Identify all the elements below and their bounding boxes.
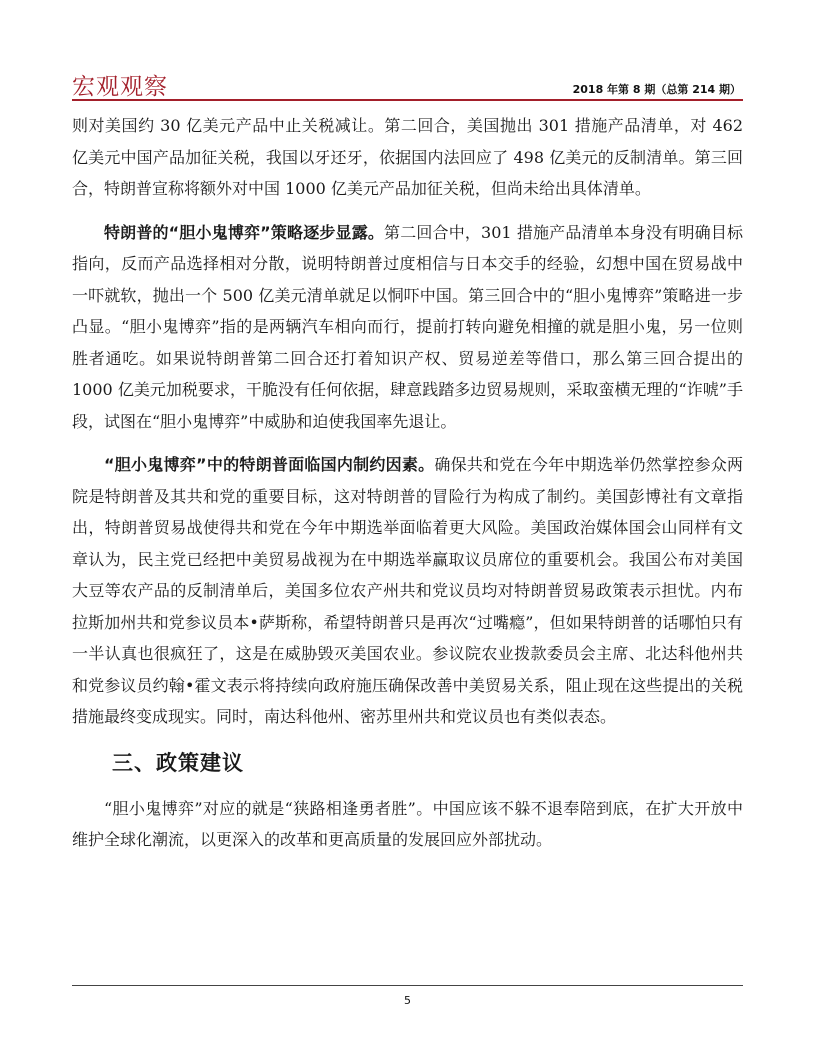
paragraph-policy-recommendation: “胆小鬼博弈”对应的就是“狭路相逢勇者胜”。中国应该不躲不退奉陪到底，在扩大开放中维护全球化潮流，以更深入的改革和更高质量的发展回应外部扰动。 xyxy=(72,798,743,849)
page-number: 5 xyxy=(404,994,411,1007)
page-body xyxy=(72,110,743,868)
paragraph-domestic-constraints xyxy=(72,449,743,733)
paragraph-text-constraints: 确保共和党在今年中期选举仍然掌控参众两院是特朗普及其共和党的重要目标，这对特朗普的冒险行为构成了制约。美国彭博社有文章指出，特朗普贸易战使得共和党在今年中期选举面临着更大风险。美国政治媒体国会山同样有文章认为，民主党已经把中美贸易战视为在中期选举赢取议员席位的重要机会。我国公布对美国大豆等农产品的反制清单后，美国多位农产州共和党议员均对特朗普贸易政策表示担忧。内布拉斯加州共和党参议员本•萨斯称，希望特朗普只是再次“过嘴瘾”，但如果特朗普的话哪怕只有一半认真也很疯狂了，这是在威胁毁灭美国农业。参议院农业拨款委员会主席、北达科他州共和党参议员约翰•霍文表示将持续向政府施压确保改善中美贸易关系，阻止现在这些提出的关税措施最终变成现实。同时，南达科他州、密苏里州共和党议员也有类似表态。 xyxy=(72,455,743,726)
issue-number: 2018 年第 8 期（总第 214 期） xyxy=(572,83,741,96)
publication-title: 宏观观察 xyxy=(72,74,168,100)
section-heading-policy-recommendations: 三、政策建议 xyxy=(112,750,244,775)
paragraph-lead-constraints: “胆小鬼博弈”中的特朗普面临国内制约因素。 xyxy=(104,455,435,474)
paragraph-chicken-game-strategy xyxy=(72,217,743,438)
paragraph-text-strategy: 第二回合中，301 措施产品清单本身没有明确目标指向，反而产品选择相对分散，说明特朗普过度相信与日本交手的经验，幻想中国在贸易战中一吓就软，抛出一个 500 亿美元清单就足以恫吓中国。第三回合中的“胆小鬼博弈”策略进一步凸显。“胆小鬼博弈”指的是两辆汽车相向而行，提前打转向避免相撞的就是胆小鬼，另一位则胜者通吃。如果说特朗普第二回合还打着知识产权、贸易逆差等借口，那么第三回合提出的 1000 亿美元加税要求，干脆没有任何依据，肆意践踏多边贸易规则，采取蛮横无理的“诈唬”手段，试图在“胆小鬼博弈”中威胁和迫使我国率先退让。 xyxy=(72,222,743,431)
page-header xyxy=(72,64,743,100)
header-divider xyxy=(72,99,743,101)
paragraph-trade-rounds: 则对美国约 30 亿美元产品中止关税减让。第二回合，美国抛出 301 措施产品清单，对 462 亿美元中国产品加征关税，我国以牙还牙，依据国内法回应了 498 亿美元的反制清单。第三回合，特朗普宣称将额外对中国 1000 亿美元产品加征关税，但尚未给出具体清单。 xyxy=(72,116,743,198)
footer-divider xyxy=(72,985,743,986)
paragraph-lead-strategy: 特朗普的“胆小鬼博弈”策略逐步显露。 xyxy=(104,222,385,242)
